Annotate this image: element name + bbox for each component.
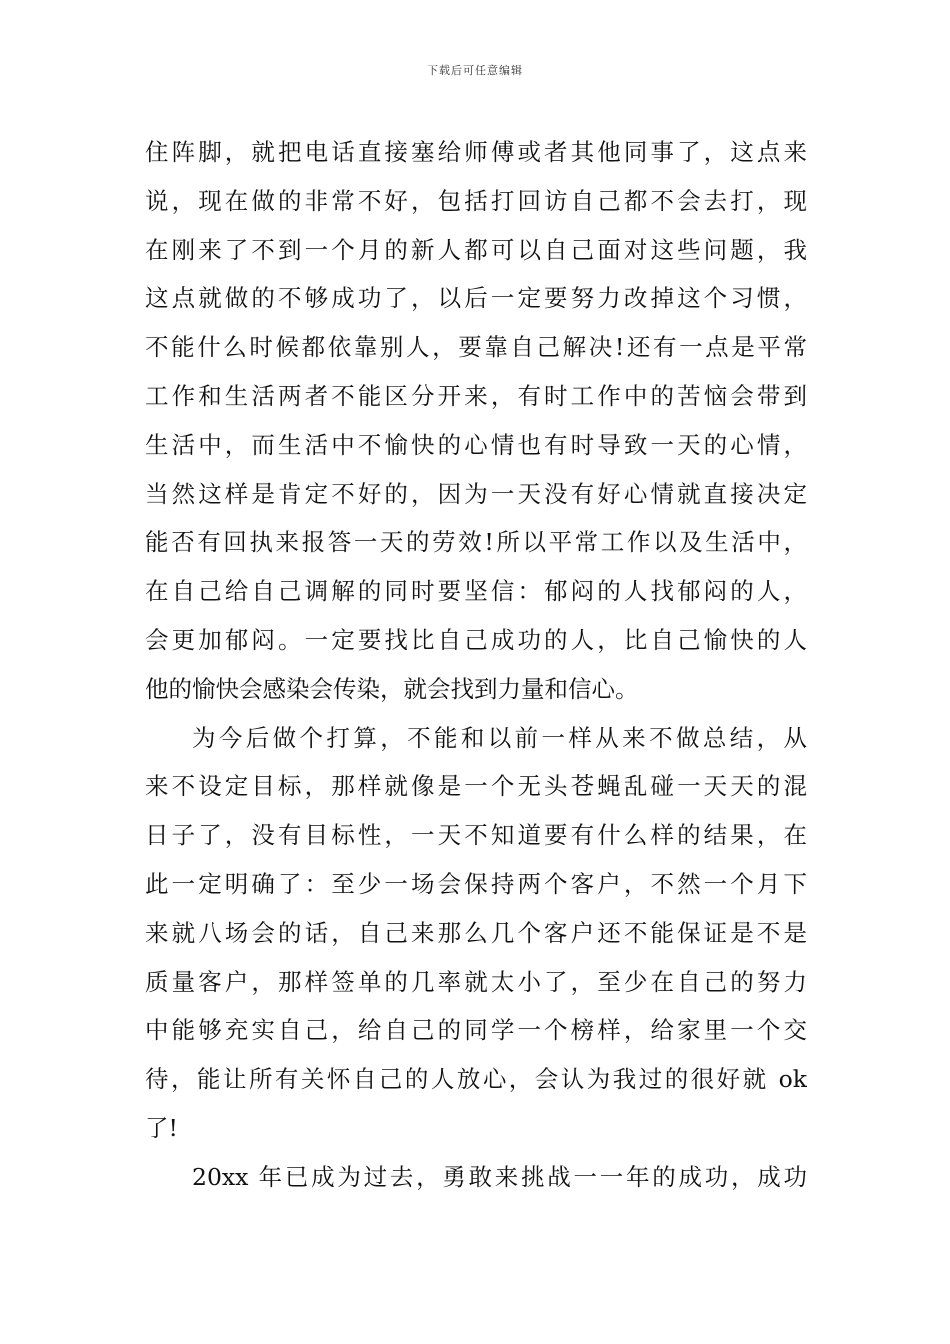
text-line: 日子了，没有目标性，一天不知道要有什么样的结果，在	[145, 821, 807, 850]
text-line: 在刚来了不到一个月的新人都可以自己面对这些问题，我	[145, 235, 807, 264]
text-line: 说，现在做的非常不好，包括打回访自己都不会去打，现	[145, 186, 807, 215]
text-line: 能否有回执来报答一天的劳效!所以平常工作以及生活中，	[145, 528, 807, 557]
text-line: 不能什么时候都依靠别人，要靠自己解决!还有一点是平常	[145, 333, 807, 362]
text-line: 这点就做的不够成功了，以后一定要努力改掉这个习惯，	[145, 284, 807, 313]
text-line: 当然这样是肯定不好的，因为一天没有好心情就直接决定	[145, 479, 807, 508]
text-line: 中能够充实自己，给自己的同学一个榜样，给家里一个交	[145, 1016, 807, 1045]
text-line: 为今后做个打算，不能和以前一样从来不做总结，从	[192, 723, 807, 752]
text-line: 他的愉快会感染会传染，就会找到力量和信心。	[145, 674, 639, 703]
text-line: 会更加郁闷。一定要找比自己成功的人，比自己愉快的人	[145, 625, 807, 654]
text-line: 此一定明确了：至少一场会保持两个客户，不然一个月下	[145, 869, 807, 898]
header-note: 下载后可任意编辑	[427, 64, 523, 77]
text-line: 来不设定目标，那样就像是一个无头苍蝇乱碰一天天的混	[145, 772, 807, 801]
text-line: 生活中，而生活中不愉快的心情也有时导致一天的心情，	[145, 430, 807, 459]
text-line: 20xx 年已成为过去，勇敢来挑战一一年的成功，成功	[192, 1162, 807, 1191]
text-line: 来就八场会的话，自己来那么几个客户还不能保证是不是	[145, 918, 807, 947]
text-line: 在自己给自己调解的同时要坚信：郁闷的人找郁闷的人，	[145, 577, 807, 606]
text-line: 待，能让所有关怀自己的人放心，会认为我过的很好就 ok	[145, 1065, 807, 1094]
text-line: 住阵脚，就把电话直接塞给师傅或者其他同事了，这点来	[145, 138, 807, 166]
text-line: 工作和生活两者不能区分开来，有时工作中的苦恼会带到	[145, 381, 807, 410]
text-line: 了!	[145, 1113, 178, 1142]
text-line: 质量客户，那样签单的几率就太小了，至少在自己的努力	[145, 967, 807, 996]
document-body	[145, 128, 807, 1202]
